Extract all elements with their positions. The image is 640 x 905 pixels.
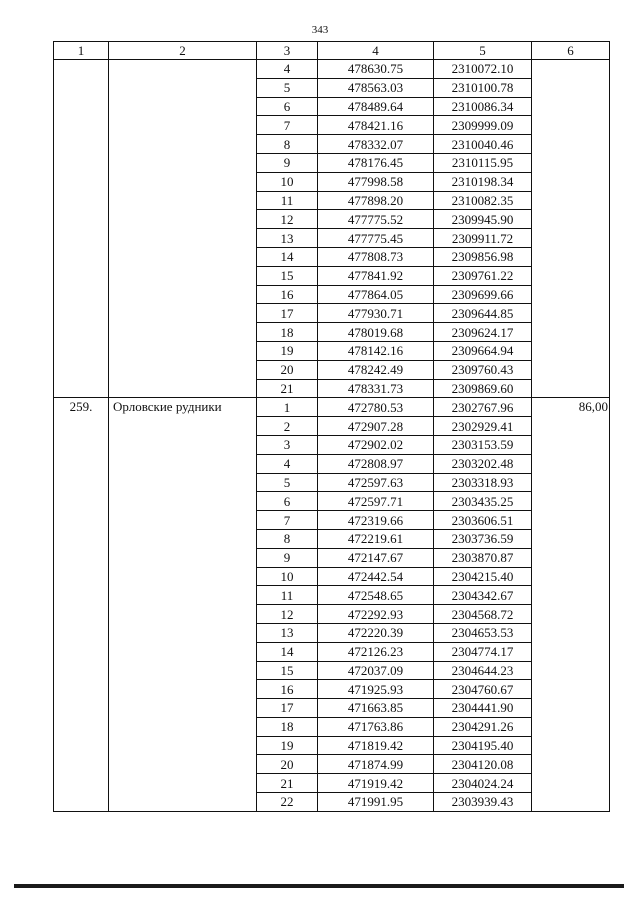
coord-y: 2310086.34 (434, 97, 532, 116)
coord-y: 2303870.87 (434, 548, 532, 567)
coord-y: 2303736.59 (434, 529, 532, 548)
coord-x: 472220.39 (318, 623, 434, 642)
coord-y: 2304441.90 (434, 699, 532, 718)
coord-y: 2309856.98 (434, 247, 532, 266)
point-number: 5 (257, 78, 318, 97)
coord-y: 2303606.51 (434, 511, 532, 530)
coord-x: 472902.02 (318, 435, 434, 454)
coord-y: 2309999.09 (434, 116, 532, 135)
coord-x: 472597.63 (318, 473, 434, 492)
coord-x: 477841.92 (318, 266, 434, 285)
point-number: 11 (257, 191, 318, 210)
page-number: 343 (311, 24, 329, 36)
point-number: 17 (257, 304, 318, 323)
point-number: 15 (257, 266, 318, 285)
section-number (54, 60, 109, 398)
coord-x: 471663.85 (318, 699, 434, 718)
coord-y: 2304195.40 (434, 736, 532, 755)
coord-y: 2304120.08 (434, 755, 532, 774)
coord-x: 472037.09 (318, 661, 434, 680)
point-number: 13 (257, 229, 318, 248)
point-number: 21 (257, 774, 318, 793)
header-cell-3: 3 (257, 42, 318, 60)
coord-x: 478176.45 (318, 153, 434, 172)
coord-x: 477998.58 (318, 172, 434, 191)
table-row (54, 60, 610, 79)
coord-y: 2309911.72 (434, 229, 532, 248)
coord-y: 2304024.24 (434, 774, 532, 793)
coord-y: 2310072.10 (434, 60, 532, 79)
point-number: 9 (257, 153, 318, 172)
header-row (54, 42, 610, 60)
coord-x: 472548.65 (318, 586, 434, 605)
coord-y: 2309869.60 (434, 379, 532, 398)
coord-y: 2304774.17 (434, 642, 532, 661)
coord-x: 477898.20 (318, 191, 434, 210)
coord-y: 2304342.67 (434, 586, 532, 605)
point-number: 13 (257, 623, 318, 642)
section-name (109, 60, 257, 398)
point-number: 11 (257, 586, 318, 605)
coord-x: 477930.71 (318, 304, 434, 323)
coord-y: 2303153.59 (434, 435, 532, 454)
coord-x: 478630.75 (318, 60, 434, 79)
point-number: 3 (257, 435, 318, 454)
coord-y: 2304653.53 (434, 623, 532, 642)
section-number: 259. (54, 398, 109, 812)
coord-x: 471925.93 (318, 680, 434, 699)
header-cell-6: 6 (532, 42, 610, 60)
coord-y: 2310198.34 (434, 172, 532, 191)
coord-x: 471919.42 (318, 774, 434, 793)
coord-y: 2310082.35 (434, 191, 532, 210)
coord-y: 2309761.22 (434, 266, 532, 285)
coord-y: 2309624.17 (434, 323, 532, 342)
coord-x: 478142.16 (318, 341, 434, 360)
header-cell-5: 5 (434, 42, 532, 60)
coord-x: 471763.86 (318, 717, 434, 736)
coord-x: 478242.49 (318, 360, 434, 379)
coord-y: 2303202.48 (434, 454, 532, 473)
point-number: 16 (257, 285, 318, 304)
coord-x: 471874.99 (318, 755, 434, 774)
section-area (532, 60, 610, 398)
coord-y: 2304215.40 (434, 567, 532, 586)
coord-x: 478331.73 (318, 379, 434, 398)
bottom-rule (14, 884, 624, 888)
coord-y: 2302767.96 (434, 398, 532, 417)
coord-y: 2310115.95 (434, 153, 532, 172)
coord-x: 478563.03 (318, 78, 434, 97)
point-number: 20 (257, 360, 318, 379)
point-number: 15 (257, 661, 318, 680)
coord-x: 472319.66 (318, 511, 434, 530)
point-number: 18 (257, 323, 318, 342)
point-number: 12 (257, 210, 318, 229)
coord-y: 2309945.90 (434, 210, 532, 229)
coordinates-table (53, 41, 610, 812)
coord-x: 472219.61 (318, 529, 434, 548)
coord-x: 478421.16 (318, 116, 434, 135)
coord-x: 472442.54 (318, 567, 434, 586)
point-number: 21 (257, 379, 318, 398)
coord-x: 477864.05 (318, 285, 434, 304)
coord-y: 2303939.43 (434, 793, 532, 812)
coord-x: 477775.45 (318, 229, 434, 248)
header-cell-1: 1 (54, 42, 109, 60)
point-number: 9 (257, 548, 318, 567)
coord-x: 472907.28 (318, 417, 434, 436)
point-number: 2 (257, 417, 318, 436)
point-number: 20 (257, 755, 318, 774)
coord-y: 2310040.46 (434, 135, 532, 154)
coord-x: 472780.53 (318, 398, 434, 417)
point-number: 7 (257, 116, 318, 135)
coord-y: 2309664.94 (434, 341, 532, 360)
point-number: 16 (257, 680, 318, 699)
point-number: 6 (257, 492, 318, 511)
point-number: 19 (257, 736, 318, 755)
point-number: 5 (257, 473, 318, 492)
point-number: 4 (257, 454, 318, 473)
table-row (54, 398, 610, 417)
coord-y: 2309644.85 (434, 304, 532, 323)
coord-y: 2303435.25 (434, 492, 532, 511)
coord-x: 477808.73 (318, 247, 434, 266)
coord-y: 2304644.23 (434, 661, 532, 680)
point-number: 14 (257, 642, 318, 661)
coord-y: 2303318.93 (434, 473, 532, 492)
point-number: 1 (257, 398, 318, 417)
coord-y: 2310100.78 (434, 78, 532, 97)
coord-y: 2309760.43 (434, 360, 532, 379)
coord-x: 478332.07 (318, 135, 434, 154)
point-number: 10 (257, 172, 318, 191)
point-number: 8 (257, 135, 318, 154)
point-number: 10 (257, 567, 318, 586)
coord-x: 472147.67 (318, 548, 434, 567)
coord-y: 2304760.67 (434, 680, 532, 699)
header-cell-4: 4 (318, 42, 434, 60)
coord-x: 477775.52 (318, 210, 434, 229)
coord-y: 2304568.72 (434, 605, 532, 624)
point-number: 19 (257, 341, 318, 360)
coord-x: 478489.64 (318, 97, 434, 116)
header-cell-2: 2 (109, 42, 257, 60)
point-number: 17 (257, 699, 318, 718)
point-number: 14 (257, 247, 318, 266)
coord-x: 472292.93 (318, 605, 434, 624)
coord-x: 472808.97 (318, 454, 434, 473)
point-number: 7 (257, 511, 318, 530)
point-number: 4 (257, 60, 318, 79)
table-body (54, 60, 610, 812)
coord-y: 2304291.26 (434, 717, 532, 736)
section-name: Орловские рудники (109, 398, 257, 812)
coord-x: 471819.42 (318, 736, 434, 755)
coord-x: 471991.95 (318, 793, 434, 812)
point-number: 8 (257, 529, 318, 548)
section-area: 86,00 (532, 398, 610, 812)
point-number: 12 (257, 605, 318, 624)
coord-y: 2309699.66 (434, 285, 532, 304)
coord-y: 2302929.41 (434, 417, 532, 436)
point-number: 22 (257, 793, 318, 812)
point-number: 6 (257, 97, 318, 116)
point-number: 18 (257, 717, 318, 736)
coord-x: 472126.23 (318, 642, 434, 661)
coord-x: 472597.71 (318, 492, 434, 511)
coord-x: 478019.68 (318, 323, 434, 342)
